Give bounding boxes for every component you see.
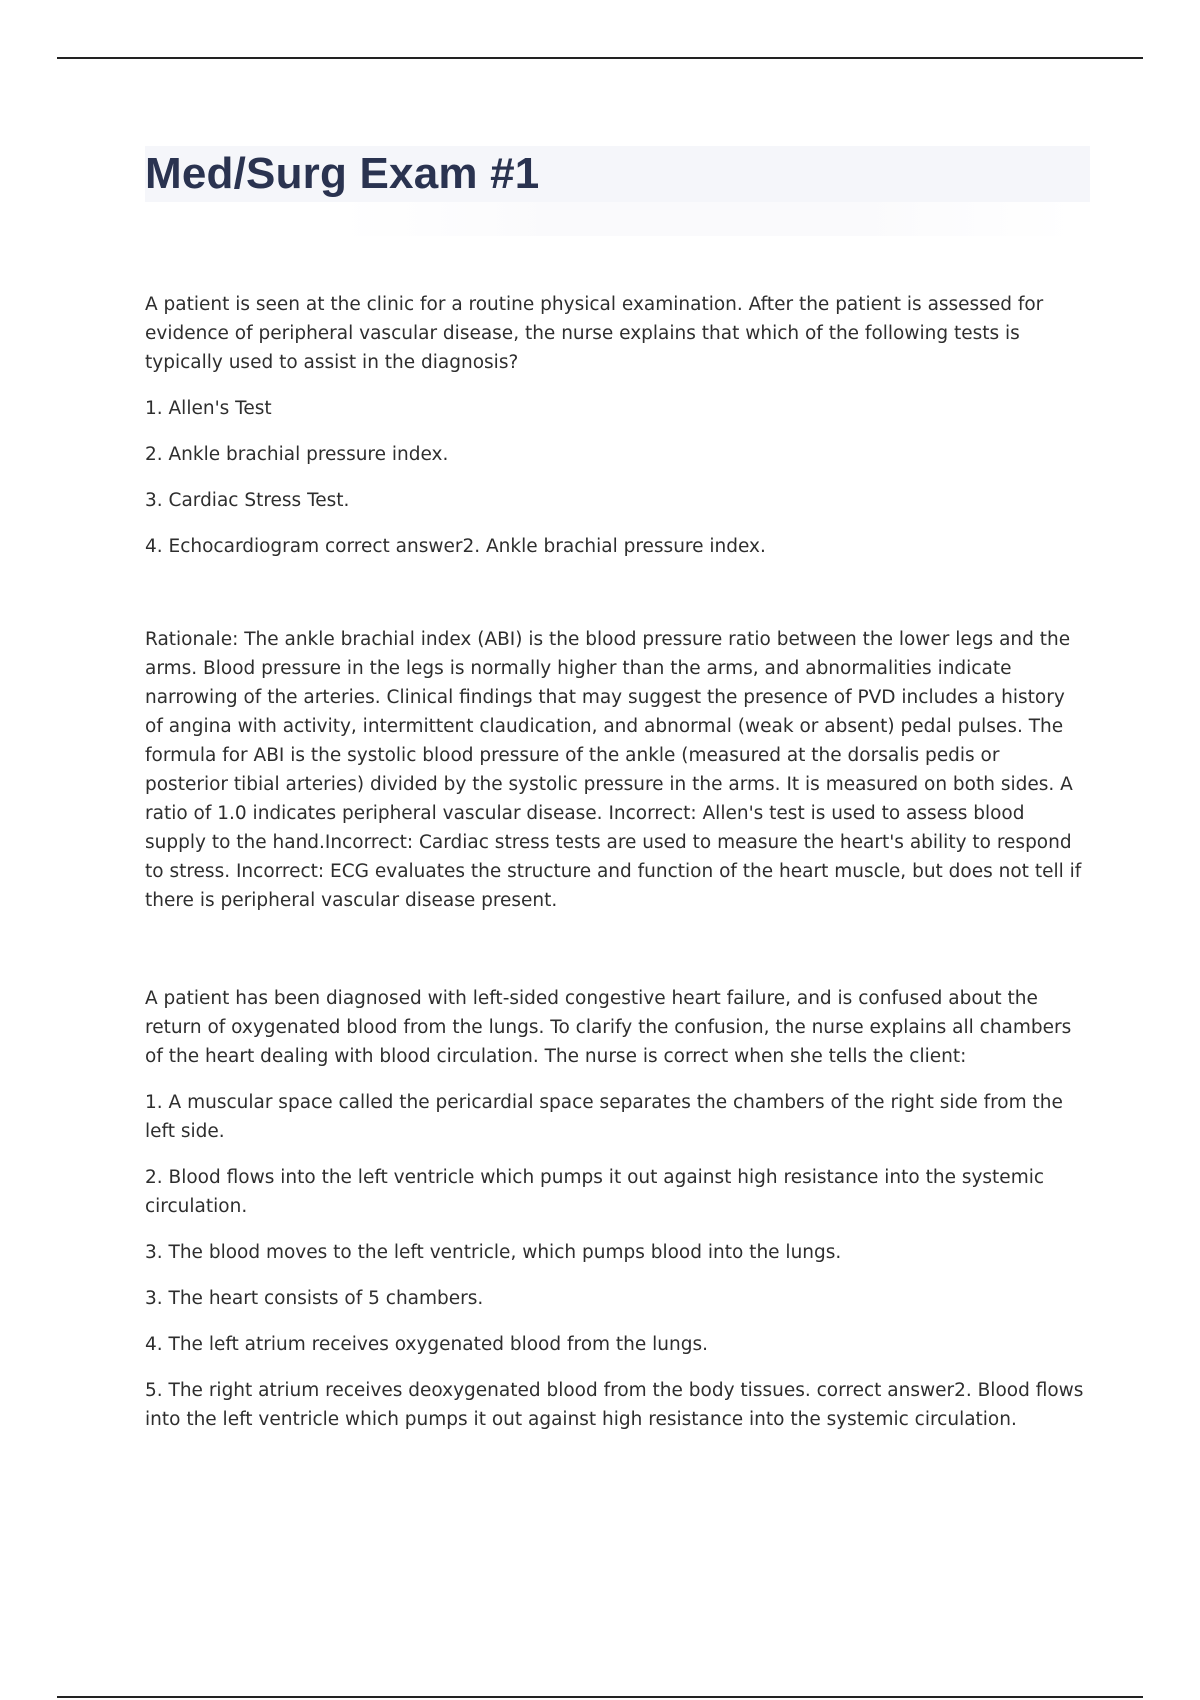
answer-option: 3. Cardiac Stress Test. [145,490,350,511]
answer-option: 1. A muscular space called the pericardial space separates the chambers of the right side from the left side. [145,1092,1063,1142]
answer-option: 2. Blood flows into the left ventricle which pumps it out against high resistance into the systemic circulation. [145,1167,1045,1217]
answer-option: 5. The right atrium receives deoxygenated blood from the body tissues. correct answer2. Blood flows into the left ventricle which pumps it out against high resistance into the systemic circulation. [145,1380,1084,1430]
rationale: Rationale: The ankle brachial index (ABI) is the blood pressure ratio between the lower legs and the arms. Blood pressure in the legs is normally higher than the arms, and abnormalities indicate narrowing of the arteries. Clinical findings that may suggest the presence of PVD includes a history of angina with activity, intermittent claudication, and abnormal (weak or absent) pedal pulses. The formula for ABI is the systolic blood pressure of the ankle (measured at the dorsalis pedis or posterior tibial arteries) divided by the systolic pressure in the arms. It is measured on both sides. A ratio of 1.0 indicates peripheral vascular disease. Incorrect: Allen's test is used to assess blood supply to the hand.Incorrect: Cardiac stress tests are used to measure the heart's ability to respond to stress. Incorrect: ECG evaluates the structure and function of the heart muscle, but does not tell if there is peripheral vascular disease present. [145,629,1082,911]
answer-option: 3. The blood moves to the left ventricle, which pumps blood into the lungs. [145,1242,842,1263]
answer-option: 4. The left atrium receives oxygenated blood from the lungs. [145,1334,709,1355]
answer-option: 1. Allen's Test [145,398,272,419]
spacer [145,932,1085,984]
spacer [145,578,1085,625]
top-rule [57,57,1143,59]
question-stem: A patient has been diagnosed with left-sided congestive heart failure, and is confused about the return of oxygenated blood from the lungs. To clarify the confusion, the nurse explains all chambers of the heart dealing with blood circulation. The nurse is correct when she tells the client: [145,988,1072,1067]
question-1 [145,290,1085,915]
document-title: Med/Surg Exam #1 [145,149,540,198]
question-2 [145,984,1085,1434]
document-body [145,290,1085,1451]
answer-option: 2. Ankle brachial pressure index. [145,444,449,465]
title-band-shadow [340,202,1075,236]
question-stem: A patient is seen at the clinic for a routine physical examination. After the patient is assessed for evidence of peripheral vascular disease, the nurse explains that which of the following tests is typically used to assist in the diagnosis? [145,294,1044,373]
answer-option: 3. The heart consists of 5 chambers. [145,1288,484,1309]
bottom-rule [57,1696,1143,1698]
answer-option: 4. Echocardiogram correct answer2. Ankle brachial pressure index. [145,536,766,557]
